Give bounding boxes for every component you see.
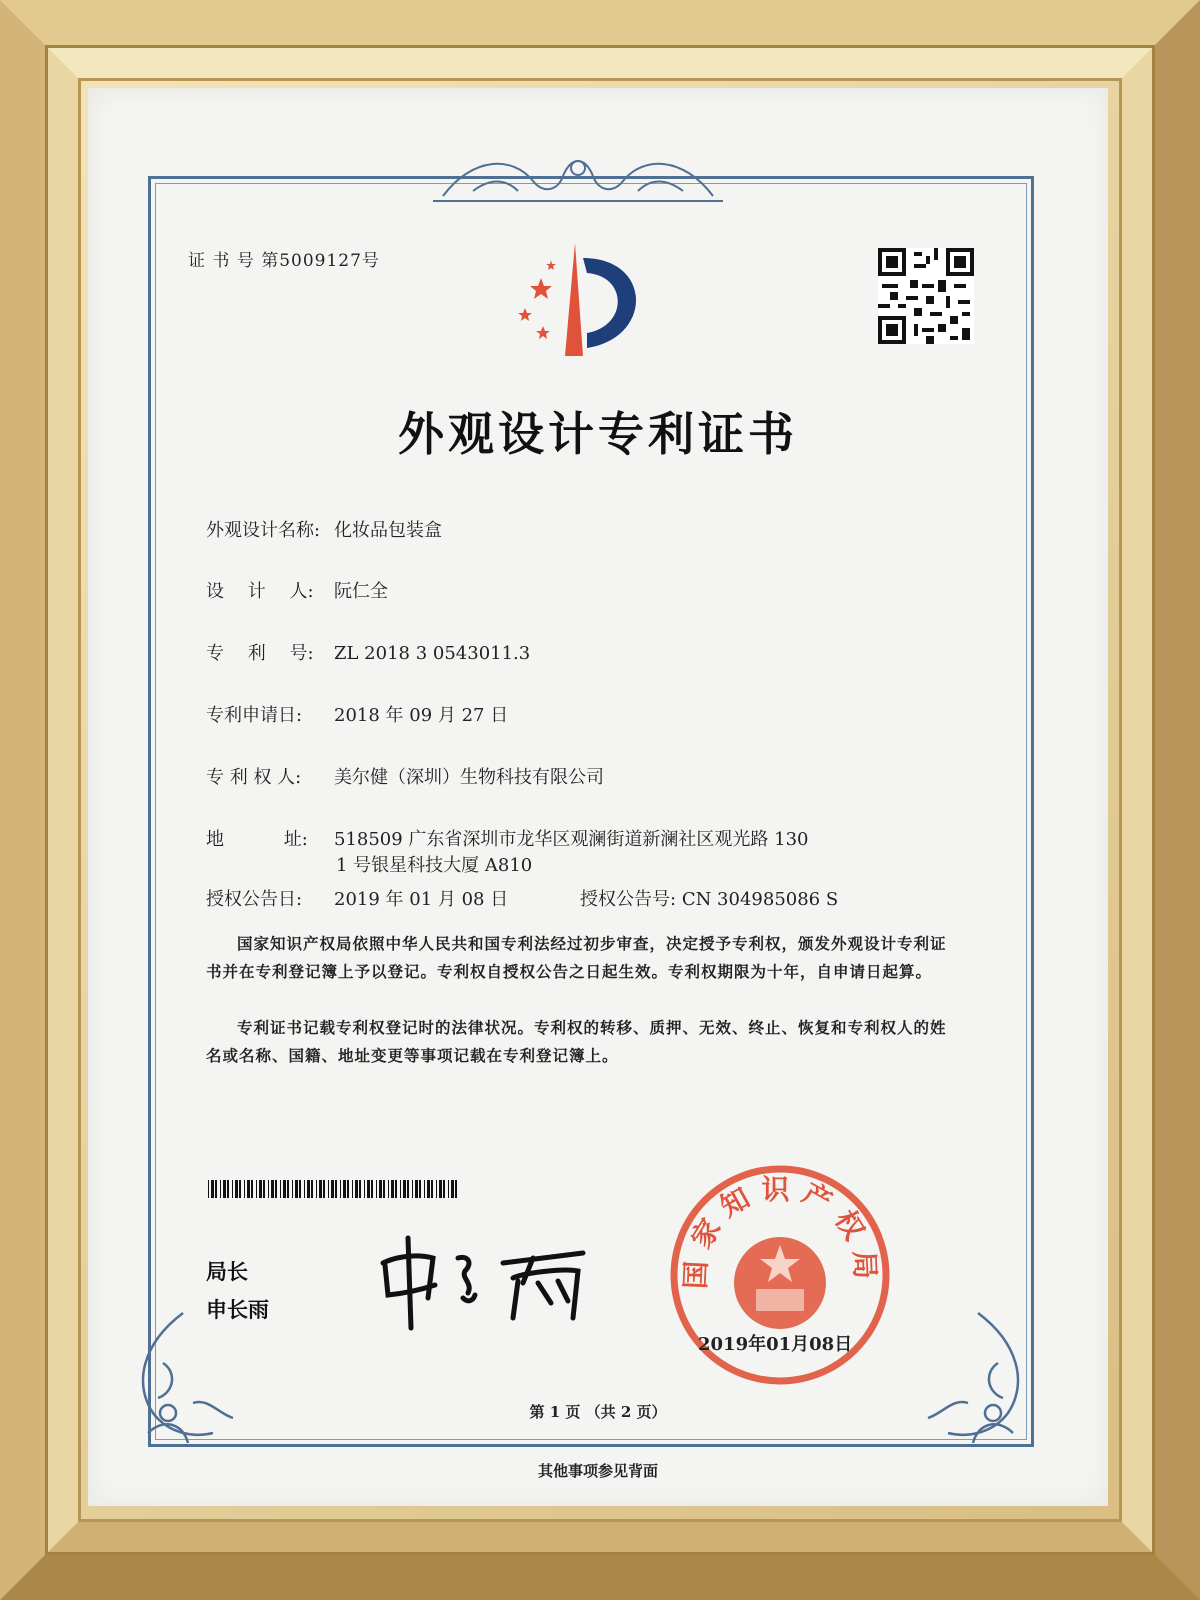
- seal-date: 2019年01月08日: [698, 1334, 853, 1355]
- field-value: 化妆品包装盒: [334, 520, 442, 541]
- field-value: CN 304985086 S: [681, 889, 839, 910]
- statement-paragraph-1: 国家知识产权局依照中华人民共和国专利法经过初步审查，决定授予专利权，颁发外观设计专利证书并在专利登记簿上予以登记。专利权自授权公告之日起生效。专利权期限为十年，自申请日起算。: [206, 934, 947, 981]
- design-name-row: [206, 516, 442, 542]
- field-value: 阮仁全: [334, 581, 388, 602]
- page-number: 第 1 页 （共 2 页）: [529, 1403, 667, 1421]
- patent-number-row: [206, 639, 530, 665]
- grant-date-row: [206, 885, 508, 911]
- field-label: 地 址:: [206, 829, 308, 850]
- field-label: 专利申请日:: [206, 705, 303, 726]
- designer-row: [206, 577, 388, 603]
- barcode-icon: [208, 1180, 458, 1198]
- announcement-number-row: [580, 885, 838, 911]
- statement-paragraph-2: 专利证书记载专利权登记时的法律状况。专利权的转移、质押、无效、终止、恢复和专利权人的姓名或名称、国籍、地址变更等事项记载在专利登记簿上。: [206, 1018, 947, 1065]
- patentee-row: [206, 763, 604, 789]
- seal-text: 国家知识产权局: [678, 1172, 883, 1290]
- field-label: 专 利 权 人:: [206, 767, 302, 788]
- field-label: 外观设计名称:: [206, 520, 321, 541]
- field-value: 美尔健（深圳）生物科技有限公司: [334, 767, 604, 788]
- application-date-row: [206, 701, 508, 727]
- corner-ornament-left-icon: [123, 1303, 243, 1453]
- cnipa-logo-icon: [503, 238, 653, 363]
- address-line-2: 1 号银星科技大厦 A810: [336, 855, 533, 876]
- address-row: [206, 825, 809, 851]
- field-value: 2018 年 09 月 27 日: [334, 705, 509, 726]
- certificate-title: 外观设计专利证书: [398, 407, 798, 461]
- qr-code-icon: [878, 248, 974, 344]
- certificate-paper: [88, 88, 1108, 1506]
- signature-icon: [373, 1223, 593, 1333]
- top-ornament-icon: [433, 146, 723, 206]
- director-title: 局长: [206, 1259, 248, 1284]
- field-value: 518509 广东省深圳市龙华区观澜街道新澜社区观光路 130: [334, 829, 809, 850]
- corner-ornament-right-icon: [918, 1303, 1038, 1453]
- field-label: 专 利 号:: [206, 643, 314, 664]
- see-reverse-note: 其他事项参见背面: [537, 1462, 658, 1480]
- certificate-number: 证 书 号 第5009127号: [188, 251, 380, 271]
- field-label: 授权公告日:: [206, 889, 303, 910]
- director-name: 申长雨: [206, 1297, 269, 1322]
- field-label: 设 计 人:: [206, 581, 314, 602]
- field-value: 2019 年 01 月 08 日: [334, 889, 509, 910]
- field-value: ZL 2018 3 0543011.3: [334, 643, 531, 664]
- field-label: 授权公告号:: [580, 889, 677, 910]
